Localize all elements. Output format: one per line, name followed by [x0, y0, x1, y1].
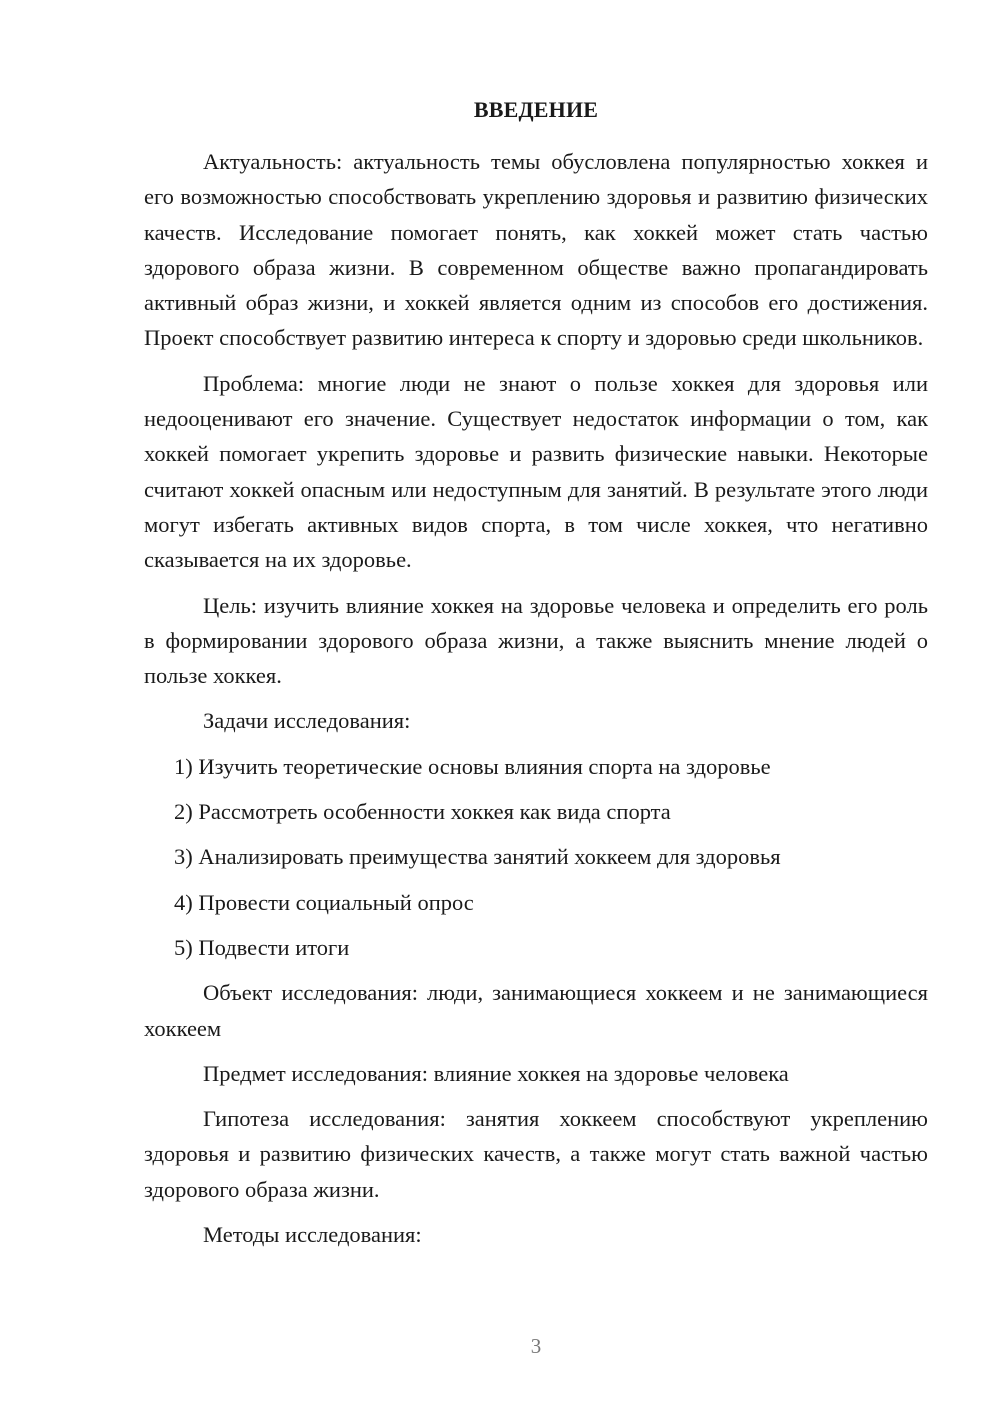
- object-paragraph: Объект исследования: люди, занимающиеся хоккеем и не занимающиеся хоккеем: [144, 980, 928, 1041]
- goal-paragraph: Цель: изучить влияние хоккея на здоровье человека и определить его роль в формировании здорового образа жизни, а также выяснить мнение людей о пользе хоккея.: [144, 592, 928, 689]
- task-list: [144, 749, 928, 965]
- problem-paragraph: Проблема: многие люди не знают о пользе хоккея для здоровья или недооценивают его значение. Существует недостаток информации о том, как хоккей помогает укрепить здоровье и развить физические навыки. Некоторые считают хоккей опасным или недоступным для занятий. В результате этого люди могут избегать активных видов спорта, в том числе хоккея, что негативно сказывается на их здоровье.: [144, 370, 928, 573]
- list-item: 1) Изучить теоретические основы влияния спорта на здоровье: [174, 753, 771, 779]
- list-item: 2) Рассмотреть особенности хоккея как вида спорта: [174, 799, 671, 825]
- list-item: 5) Подвести итоги: [174, 934, 350, 960]
- methods-heading: Методы исследования:: [203, 1222, 422, 1248]
- hypothesis-paragraph: Гипотеза исследования: занятия хоккеем способствуют укреплению здоровья и развитию физических качеств, а также могут стать важной частью здорового образа жизни.: [144, 1106, 928, 1202]
- relevance-paragraph: Актуальность: актуальность темы обусловлена популярностью хоккея и его возможностью способствовать укреплению здоровья и развитию физических качеств. Исследование помогает понять, как хоккей может стать частью здорового образа жизни. В современном обществе важно пропагандировать активный образ жизни, и хоккей является одним из способов его достижения. Проект способствует развитию интереса к спорту и здоровью среди школьников.: [144, 149, 928, 351]
- tasks-heading: Задачи исследования:: [203, 708, 411, 734]
- list-item: 4) Провести социальный опрос: [174, 889, 474, 915]
- list-item: 3) Анализировать преимущества занятий хоккеем для здоровья: [174, 844, 781, 870]
- subject-paragraph: Предмет исследования: влияние хоккея на здоровье человека: [203, 1060, 789, 1086]
- page-number: 3: [530, 1334, 542, 1358]
- page-content: [144, 92, 928, 1252]
- section-heading: ВВЕДЕНИЕ: [473, 97, 599, 122]
